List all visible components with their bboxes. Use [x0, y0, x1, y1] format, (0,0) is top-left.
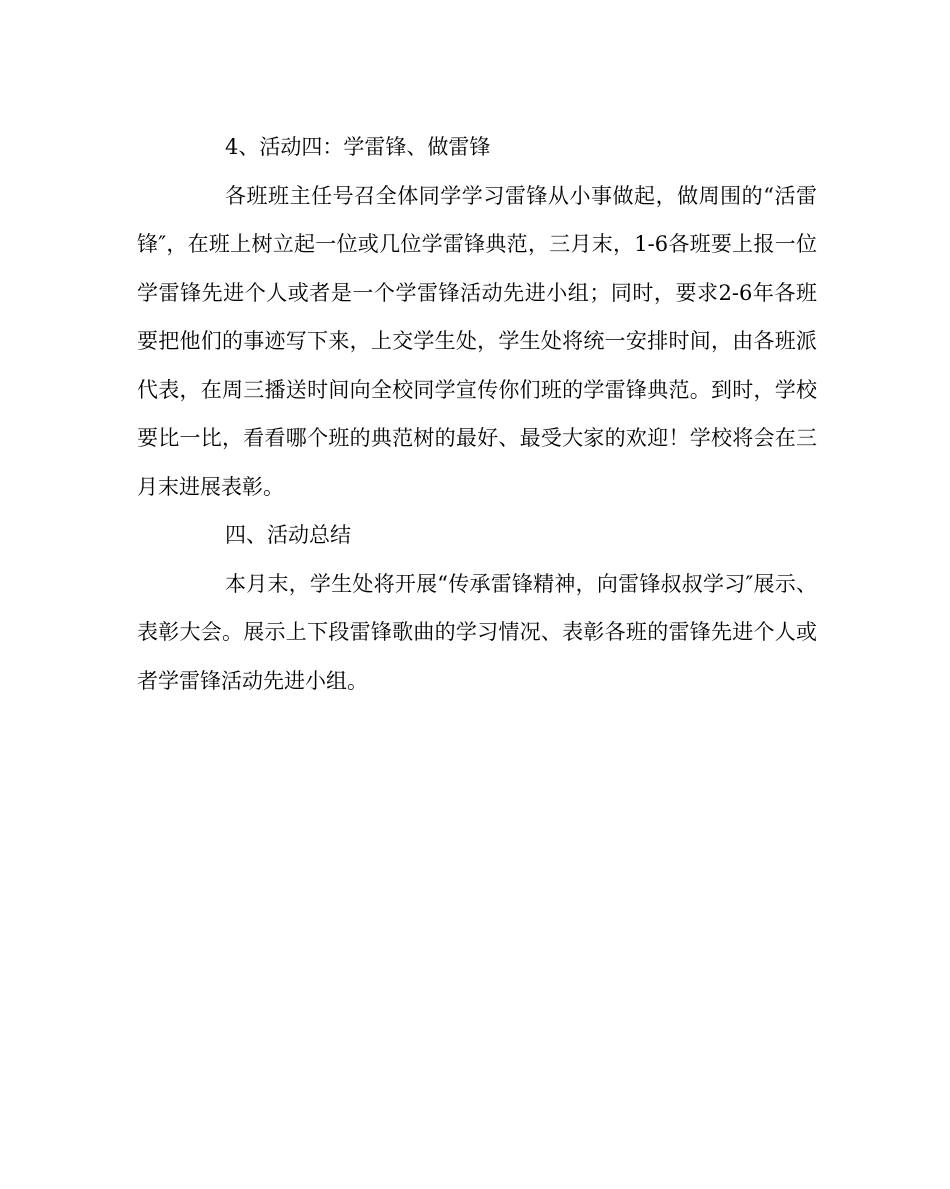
section-paragraph-summary: 本月末，学生处将开展“传承雷锋精神，向雷锋叔叔学习″展示、表彰大会。展示上下段雷锋歌曲的学习情况、表彰各班的雷锋先进个人或者学雷锋活动先进小组。	[137, 571, 817, 693]
document-body	[137, 123, 817, 705]
section-paragraph-activity-four: 各班班主任号召全体同学学习雷锋从小事做起，做周围的“活雷锋″，在班上树立起一位或几位学雷锋典范，三月末，1-6各班要上报一位学雷锋先进个人或者是一个学雷锋活动先进小组；同时，要求2-6年各班要把他们的事迹写下来，上交学生处，学生处将统一安排时间，由各班派代表，在周三播送时间向全校同学宣传你们班的学雷锋典范。到时，学校要比一比，看看哪个班的典范树的最好、最受大家的欢迎！学校将会在三月末进展表彰。	[137, 183, 817, 499]
section-heading-summary: 四、活动总结	[225, 523, 351, 547]
section-heading-activity-four: 4、活动四：学雷锋、做雷锋	[225, 135, 491, 159]
